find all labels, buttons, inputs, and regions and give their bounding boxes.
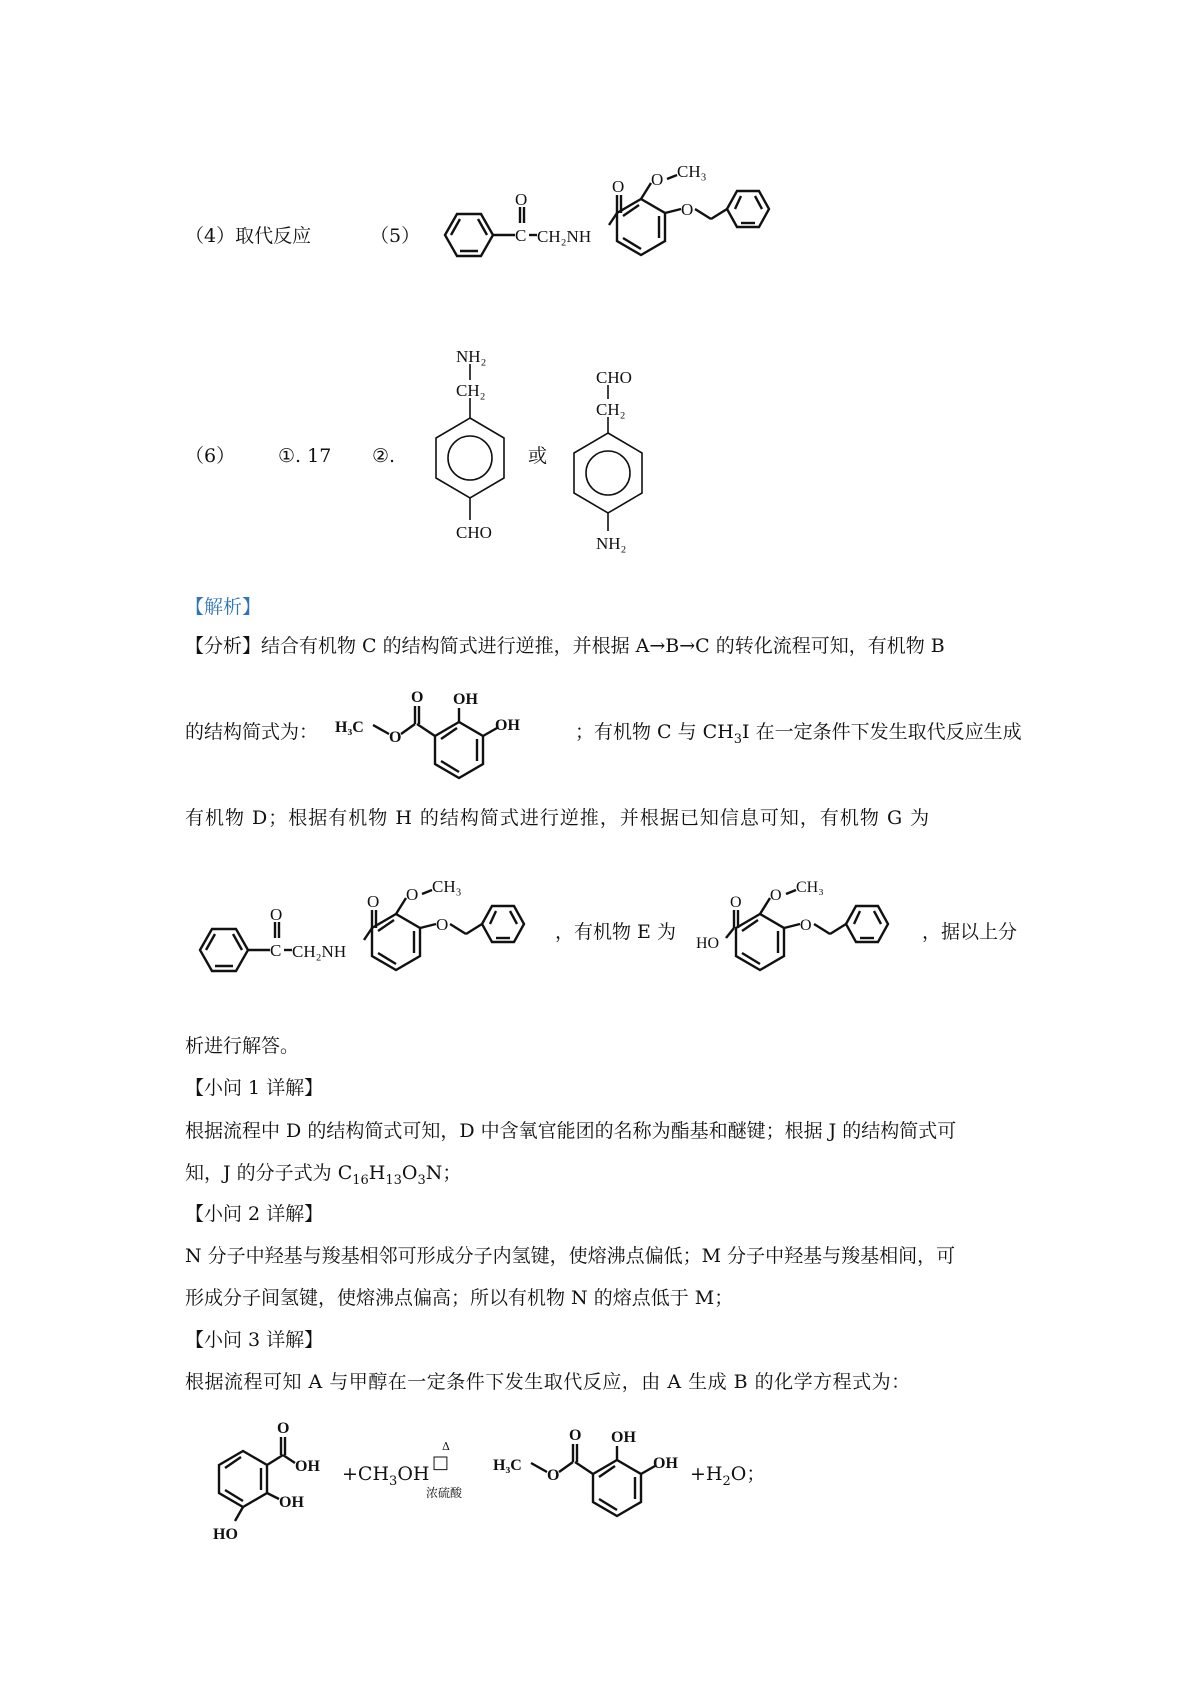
ketone-o-label: O <box>515 190 528 209</box>
g2-amide-o: O <box>367 892 380 911</box>
methyl-label: CH₃ <box>677 162 707 181</box>
h3c-label: H₃C <box>335 719 364 736</box>
analysis-line-3: 有机物 D；根据有机物 H 的结构简式进行逆推，并根据已知信息可知，有机物 G 为 <box>185 807 931 829</box>
g2-ether-o: O <box>436 915 449 934</box>
g2-methyl: CH₃ <box>432 877 462 896</box>
q1-heading: 【小问 1 详解】 <box>185 1077 324 1099</box>
molecule-a-reactant <box>205 1415 345 1550</box>
ch2-label: CH₂ <box>456 381 486 400</box>
ch2nh-label: CH₂NH <box>537 227 592 246</box>
answer-5-label: （5） <box>370 225 421 247</box>
q2-line-1: N 分子中羟基与羧基相邻可形成分子内氢键，使熔沸点偏低；M 分子中羟基与羧基相间，可 <box>185 1245 956 1267</box>
cho-label: CHO <box>456 523 492 542</box>
q2-heading: 【小问 2 详解】 <box>185 1203 324 1225</box>
nh2-label: NH₂ <box>456 347 487 366</box>
analysis-line-2b: ；有机物 C 与 $CH_3I$ 在一定条件下发生取代反应生成 <box>575 721 1022 747</box>
e-methoxy-o: O <box>770 887 782 904</box>
molecule-g-answer5 <box>425 162 785 305</box>
eq-water: $+H_2O$； <box>690 1463 766 1489</box>
a-acid-o: O <box>277 1420 290 1437</box>
molecule-aminophenyl-acetaldehyde <box>560 365 680 570</box>
nh2-label-2: NH₂ <box>596 534 627 553</box>
q3-line-1: 根据流程可知 A 与甲醇在一定条件下发生取代反应，由 A 生成 B 的化学方程式为： <box>185 1371 911 1393</box>
ester-o-label: O <box>389 729 402 746</box>
analysis-line-2a: 的结构简式为： <box>185 721 319 743</box>
analysis-line-4b: ，据以上分 <box>922 921 1018 943</box>
oh-label-2: OH <box>495 717 520 734</box>
molecule-g-analysis <box>192 877 552 1020</box>
amide-o-label: O <box>612 177 625 196</box>
a-oh-2: OH <box>279 1494 304 1511</box>
answer-6-part2: ②. <box>372 445 396 467</box>
analysis-line-5: 析进行解答。 <box>185 1035 300 1057</box>
a-ho-3: HO <box>213 1526 238 1543</box>
carbonyl-c-label: C <box>515 226 527 245</box>
answer-4: （4）取代反应 <box>185 225 312 247</box>
analysis-line-1: 【分析】结合有机物 C 的结构简式进行逆推，并根据 A→B→C 的转化流程可知，有机物 B <box>185 635 945 657</box>
e-acid-o: O <box>730 894 742 911</box>
eq-arrow-box: □ <box>432 1452 450 1473</box>
molecule-e-analysis <box>690 880 910 1020</box>
answer-6-part1: ①. 17 <box>278 445 332 467</box>
a-acid-oh: OH <box>295 1458 320 1475</box>
answer-6-label: （6） <box>185 445 236 467</box>
e-methyl: CH₃ <box>796 879 824 896</box>
eq-heat-symbol: Δ <box>442 1440 450 1453</box>
ether-o-label: O <box>681 200 694 219</box>
g2-carbonyl-c: C <box>270 941 282 960</box>
molecule-b-product <box>493 1418 693 1533</box>
or-word: 或 <box>528 445 548 467</box>
q1-line-1: 根据流程中 D 的结构简式可知，D 中含氧官能团的名称为酯基和醚键；根据 J 的结构简式可 <box>185 1120 957 1142</box>
q2-line-2: 形成分子间氢键，使熔沸点偏高；所以有机物 N 的熔点低于 M； <box>185 1287 734 1309</box>
b2-h3c: H₃C <box>493 1457 522 1474</box>
oh-label-1: OH <box>453 691 478 708</box>
b2-ester-o: O <box>547 1467 560 1484</box>
eq-methanol: $+CH_3OH$ <box>342 1463 430 1489</box>
q1-line-2: 知，J 的分子式为 $C_{16}H_{13}O_3N$； <box>185 1162 462 1188</box>
e-ether-o: O <box>800 917 812 934</box>
e-ho-label: HO <box>696 935 720 952</box>
molecule-aminomethyl-benzaldehyde <box>420 347 540 560</box>
molecule-b-inline <box>335 680 535 790</box>
b2-oh-1: OH <box>611 1429 636 1446</box>
g2-ch2nh: CH₂NH <box>292 942 347 961</box>
analysis-heading: 【解析】 <box>185 596 262 618</box>
cho-label-2: CHO <box>596 368 632 387</box>
q3-heading: 【小问 3 详解】 <box>185 1329 324 1351</box>
b2-oh-2: OH <box>653 1455 678 1472</box>
ch2-label-2: CH₂ <box>596 400 626 419</box>
methoxy-o-label: O <box>651 170 664 189</box>
ester-carbonyl-o: O <box>411 689 424 706</box>
g2-methoxy-o: O <box>406 885 419 904</box>
g2-ketone-o: O <box>270 905 283 924</box>
analysis-line-4a: ，有机物 E 为 <box>555 921 676 943</box>
b2-carbonyl-o: O <box>569 1427 582 1444</box>
eq-catalyst: 浓硫酸 <box>426 1486 463 1500</box>
